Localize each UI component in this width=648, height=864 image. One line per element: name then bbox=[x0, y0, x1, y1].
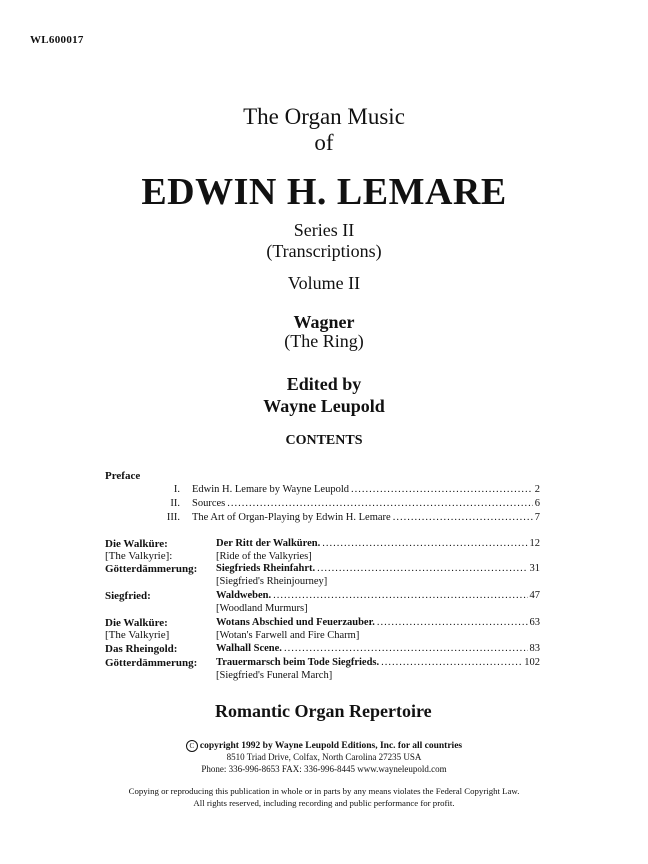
catalog-code: WL600017 bbox=[30, 34, 84, 46]
opera-label: Götterdämmerung: bbox=[105, 657, 198, 669]
work-translation: [Ride of the Valkyries] bbox=[216, 551, 312, 562]
legal-notice-2: All rights reserved, including recording and public performance for profit. bbox=[193, 798, 455, 808]
work-translation: [Siegfried's Funeral March] bbox=[216, 670, 333, 681]
series-label: Series II bbox=[293, 220, 355, 240]
work-title: Waldweben. bbox=[216, 590, 272, 601]
title-line-2: of bbox=[314, 130, 334, 155]
opera-label: Götterdämmerung: bbox=[105, 563, 198, 575]
publisher-contact: Phone: 336-996-8653 FAX: 336-996-8445 www.wayneleupold.com bbox=[201, 764, 447, 774]
title-line-1: The Organ Music bbox=[243, 104, 405, 129]
work-translation: [Woodland Murmurs] bbox=[216, 603, 308, 614]
series-subtitle: (Transcriptions) bbox=[266, 241, 382, 261]
copyright-icon: C bbox=[186, 740, 198, 752]
copyright-line bbox=[0, 740, 648, 752]
work-entry bbox=[216, 538, 540, 549]
opera-sublabel: [The Valkyrie]: bbox=[105, 550, 173, 562]
page-number: 47 bbox=[529, 590, 540, 601]
leader-dots bbox=[381, 657, 522, 668]
opera-label: Die Walküre: bbox=[105, 617, 168, 629]
preface-numeral: II. bbox=[170, 498, 180, 509]
work-translation: [Siegfried's Rheinjourney] bbox=[216, 576, 328, 587]
opera-label: Siegfried: bbox=[105, 590, 151, 602]
publisher-address: 8510 Triad Drive, Colfax, North Carolina 27235 USA bbox=[226, 752, 422, 762]
work-entry bbox=[216, 590, 540, 601]
preface-title: Edwin H. Lemare by Wayne Leupold bbox=[192, 484, 349, 495]
opera-label: Das Rheingold: bbox=[105, 643, 178, 655]
contents-heading: CONTENTS bbox=[285, 433, 363, 448]
work-title: Trauermarsch beim Tode Siegfrieds. bbox=[216, 657, 380, 668]
volume-label: Volume II bbox=[287, 273, 361, 293]
work-entry bbox=[216, 657, 540, 668]
preface-item bbox=[140, 484, 540, 495]
subject-detail: (The Ring) bbox=[284, 331, 364, 351]
page-number: 83 bbox=[529, 643, 540, 654]
leader-dots bbox=[377, 617, 528, 628]
editor-name: Wayne Leupold bbox=[263, 396, 385, 416]
work-title: Der Ritt der Walküren. bbox=[216, 538, 321, 549]
subject-label: Wagner bbox=[293, 312, 355, 332]
leader-dots bbox=[393, 512, 533, 523]
edited-by-label: Edited by bbox=[286, 374, 362, 394]
repertoire-label: Romantic Organ Repertoire bbox=[215, 701, 432, 721]
page-number: 31 bbox=[529, 563, 540, 574]
work-title: Wotans Abschied und Feuerzauber. bbox=[216, 617, 375, 628]
preface-item bbox=[140, 512, 540, 523]
preface-title: Sources bbox=[192, 498, 226, 509]
legal-notice-1: Copying or reproducing this publication in whole or in parts by any means violates the Federal Copyright Law. bbox=[128, 786, 520, 796]
preface-heading: Preface bbox=[105, 470, 141, 482]
preface-title: The Art of Organ-Playing by Edwin H. Lemare bbox=[192, 512, 391, 523]
opera-label: Die Walküre: bbox=[105, 538, 168, 550]
work-title: Walhall Scene. bbox=[216, 643, 282, 654]
composer-name: EDWIN H. LEMARE bbox=[141, 171, 507, 213]
work-entry bbox=[216, 617, 540, 628]
work-entry bbox=[216, 563, 540, 574]
page-number: 12 bbox=[529, 538, 540, 549]
leader-dots bbox=[273, 590, 527, 601]
work-title: Siegfrieds Rheinfahrt. bbox=[216, 563, 316, 574]
leader-dots bbox=[227, 498, 533, 509]
leader-dots bbox=[322, 538, 527, 549]
preface-item bbox=[140, 498, 540, 509]
page-number: 63 bbox=[529, 617, 540, 628]
page-number: 102 bbox=[524, 657, 540, 668]
page-number: 6 bbox=[534, 498, 540, 509]
opera-sublabel: [The Valkyrie] bbox=[105, 629, 170, 641]
preface-numeral: III. bbox=[166, 512, 180, 523]
leader-dots bbox=[284, 643, 528, 654]
page-number: 2 bbox=[534, 484, 540, 495]
page-number: 7 bbox=[534, 512, 540, 523]
preface-numeral: I. bbox=[173, 484, 180, 495]
work-translation: [Wotan's Farwell and Fire Charm] bbox=[216, 630, 360, 641]
copyright-text: copyright 1992 by Wayne Leupold Editions, Inc. for all countries bbox=[199, 741, 463, 752]
leader-dots bbox=[317, 563, 527, 574]
leader-dots bbox=[351, 484, 533, 495]
work-entry bbox=[216, 643, 540, 654]
